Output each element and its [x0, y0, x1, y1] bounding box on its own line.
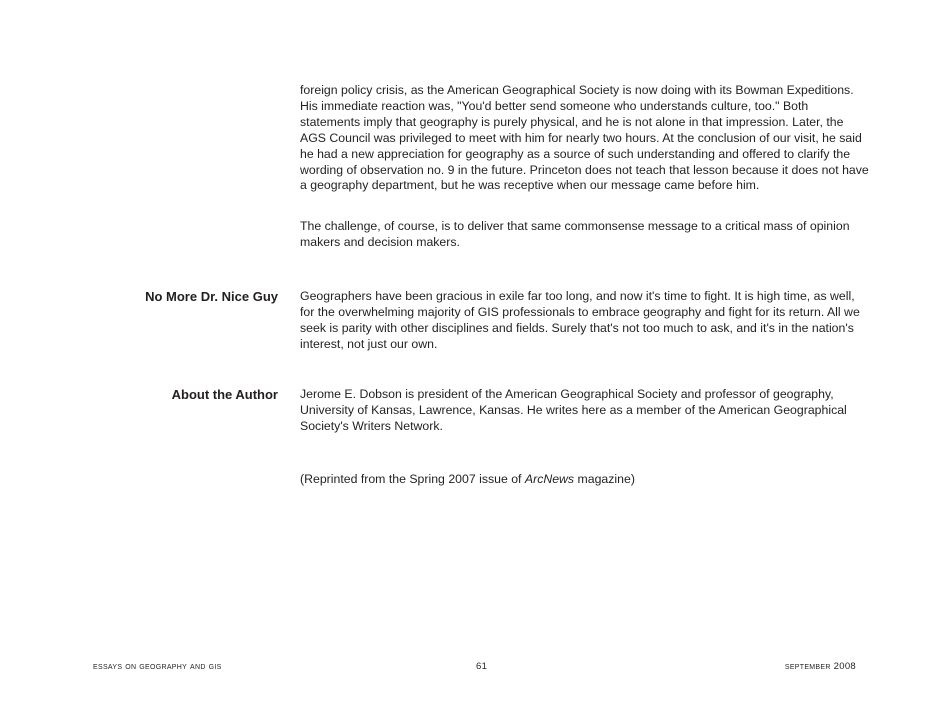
- footer-right-date: september 2008: [784, 661, 856, 672]
- section-heading-no-more-dr-nice-guy: No More Dr. Nice Guy: [145, 289, 278, 304]
- section-paragraph: Geographers have been gracious in exile far too long, and now it's time to fight. It is high time, as well, for the overwhelming majority of GIS professionals to embrace geography and fight for its return. All we seek is parity with other disciplines and fields. Surely that's not too much to ask, and it's in the nation's interest, not just our own.: [300, 289, 860, 351]
- reprint-note-prefix: (Reprinted from the Spring 2007 issue of: [300, 472, 525, 486]
- intro-paragraph-2: [300, 219, 870, 251]
- intro-paragraph-1-text: foreign policy crisis, as the American Geographical Society is now doing with its Bowman Expeditions. His immediate reaction was, "You'd better send someone who understands culture, too." Both statements imply that geography is purely physical, and he is not alone in that impression. Later, the AGS Council was privileged to meet with him for nearly two hours. At the conclusion of our visit, he said he had a new appreciation for geography as a source of such understanding and offered to clarify the wording of observation no. 9 in the future. Princeton does not teach that lesson because it does not have a geography department, but he was receptive when our message came before him.: [300, 83, 869, 193]
- section-paragraph: Jerome E. Dobson is president of the American Geographical Society and professor of geography, University of Kansas, Lawrence, Kansas. He writes here as a member of the American Geographical Society's Writers Network.: [300, 387, 847, 433]
- publication-name: ArcNews: [524, 472, 575, 486]
- reprint-note-suffix: magazine): [574, 472, 635, 486]
- intro-paragraph-2-text: The challenge, of course, is to deliver that same commonsense message to a critical mass of opinion makers and decision makers.: [300, 219, 850, 249]
- section-text-about-the-author: [300, 387, 870, 435]
- section-heading-about-the-author: About the Author: [171, 387, 278, 402]
- footer-left-title: essays on geography and gis: [93, 661, 222, 672]
- footer-page-number: 61: [476, 661, 488, 672]
- section-text-no-more-dr-nice-guy: [300, 289, 870, 353]
- reprint-note: [300, 472, 870, 488]
- intro-paragraph-1: [300, 83, 870, 194]
